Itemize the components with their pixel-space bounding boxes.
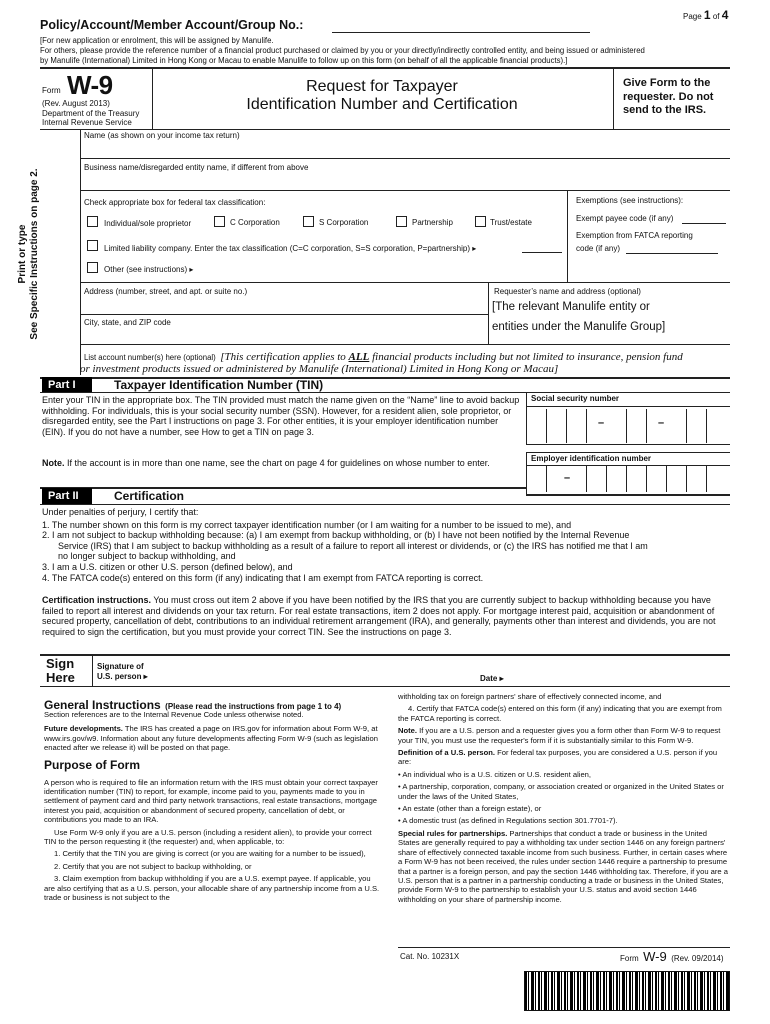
cert-item-2a: 2. I am not subject to backup withholding because: (a) I am exempt from backup withholding, or (b) I have not been notified by the Internal Revenue bbox=[42, 530, 630, 541]
rc-def-label: Definition of a U.S. person. bbox=[398, 748, 496, 758]
requester-label: Requester’s name and address (optional) bbox=[494, 287, 641, 296]
ssn-input[interactable] bbox=[526, 407, 730, 445]
cert-item-3: 3. I am a U.S. citizen or other U.S. person (defined below), and bbox=[42, 561, 293, 572]
sign-label: Sign bbox=[46, 656, 75, 671]
list-account-value-3: or investment products issued or administered by Manulife (International) Limited in Hong Kong or Macau] bbox=[80, 363, 559, 375]
footer-form-number: W-9 bbox=[643, 949, 667, 964]
policy-note-1: [For new application or enrolment, this will be assigned by Manulife. bbox=[40, 36, 274, 45]
partnership-checkbox[interactable] bbox=[396, 216, 407, 227]
date-label: Date ▸ bbox=[480, 674, 504, 683]
rc-bullet-3: • An estate (other than a foreign estate), or bbox=[398, 804, 542, 814]
trust-estate-checkbox[interactable] bbox=[475, 216, 486, 227]
fd-label: Future developments. bbox=[44, 724, 123, 734]
certification-list bbox=[42, 507, 732, 583]
cert-item-2b: Service (IRS) that I am subject to backup withholding as a result of a failure to report all interest or dividends, or (c) the IRS has notified me that I am bbox=[58, 540, 648, 551]
give-form-line-3: send to the IRS. bbox=[623, 104, 707, 116]
rc-p2: 4. Certify that FATCA code(s) entered on this form (if any) indicating that you are exempt from the FATCA reporting is correct. bbox=[398, 704, 722, 723]
other-label: Other (see instructions) ▸ bbox=[104, 265, 194, 274]
c-corporation-checkbox[interactable] bbox=[214, 216, 225, 227]
list-account-value-1: [This certification applies to bbox=[220, 351, 349, 363]
llc-label: Limited liability company. Enter the tax classification (C=C corporation, S=S corporation, P=partnership) ▸ bbox=[104, 244, 477, 253]
side-see-instructions: See Specific Instructions on page 2. bbox=[29, 168, 40, 340]
side-instructions bbox=[17, 144, 41, 364]
individual-checkbox[interactable] bbox=[87, 216, 98, 227]
list-account-label: List account number(s) here (optional) bbox=[84, 353, 216, 362]
exemptions-label: Exemptions (see instructions): bbox=[576, 196, 684, 205]
business-name-label: Business name/disregarded entity name, if different from above bbox=[84, 163, 309, 172]
requester-value-2: entities under the Manulife Group] bbox=[492, 321, 666, 333]
ssn-dash-2: – bbox=[658, 417, 665, 429]
right-column bbox=[398, 692, 730, 907]
pof-p5: 3. Claim exemption from backup withholding if you are a U.S. exempt payee. If applicable, you are also certifying that as a U.S. person, your allocable share of any partnership income from a U.S. trade or business is not subject to the bbox=[44, 874, 380, 903]
future-developments bbox=[44, 724, 380, 752]
fatca-label-2: code (if any) bbox=[576, 244, 621, 253]
cert-intro: Under penalties of perjury, I certify that: bbox=[42, 507, 199, 517]
date-field[interactable] bbox=[515, 664, 725, 684]
page-total: 4 bbox=[721, 8, 729, 22]
individual-label: Individual/sole proprietor bbox=[104, 219, 192, 228]
gi-title: General Instructions bbox=[44, 698, 161, 712]
rc-def-text: For federal tax purposes, you are considered a U.S. person if you are: bbox=[398, 748, 718, 767]
rc-sr-label: Special rules for partnerships. bbox=[398, 828, 508, 838]
name-input[interactable] bbox=[82, 142, 728, 156]
policy-note-2: For others, please provide the reference number of a financial product purchased or claimed by you or your directly/indirectly controlled entity, and being issued or administered bbox=[40, 46, 645, 55]
here-label: Here bbox=[46, 670, 75, 685]
cert-item-1: 1. The number shown on this form is my correct taxpayer identification number (or I am waiting for a number to be issued to me), and bbox=[42, 519, 572, 530]
rc-note-text: If you are a U.S. person and a requester gives you a form other than Form W-9 to request your TIN, you must use the requester's form if it is substantially similar to this Form W-9. bbox=[398, 726, 721, 745]
cert-instructions-text: You must cross out item 2 above if you have been notified by the IRS that you are currently subject to backup withholding because you have failed to report all interest and dividends on your tax return. For real estate transactions, item 2 does not apply. For mortgage interest paid, acquisition or abandonment of secured property, cancellation of debt, contributions to an individual retirement arrangement (IRA), and generally, payments other than interest and dividends, you are not required to sign the certification, but you must provide your correct TIN. See the instructions on page 3. bbox=[42, 595, 716, 637]
left-column bbox=[44, 710, 380, 906]
part-1-note-text: If the account is in more than one name, see the chart on page 4 for guidelines on whose number to enter. bbox=[64, 458, 490, 468]
signature-label-2: U.S. person ▸ bbox=[97, 672, 148, 681]
c-corporation-label: C Corporation bbox=[230, 218, 280, 227]
list-account bbox=[84, 349, 730, 364]
side-print-or-type: Print or type bbox=[17, 224, 28, 284]
give-form-line-1: Give Form to the bbox=[623, 77, 711, 89]
footer-form-label: Form bbox=[620, 954, 639, 963]
give-form-line-2: requester. Do not bbox=[623, 90, 714, 103]
fatca-code-input[interactable] bbox=[626, 246, 718, 254]
exempt-payee-input[interactable] bbox=[682, 216, 726, 224]
city-label: City, state, and ZIP code bbox=[84, 318, 171, 327]
rc-definition bbox=[398, 748, 730, 767]
ein-label: Employer identification number bbox=[531, 454, 652, 463]
fatca-label-1: Exemption from FATCA reporting bbox=[576, 231, 693, 240]
rc-bullet-1: • An individual who is a U.S. citizen or U.S. resident alien, bbox=[398, 769, 592, 779]
part-2-title: Certification bbox=[114, 489, 185, 503]
ssn-dash-1: – bbox=[598, 417, 605, 429]
part-1-text: Enter your TIN in the appropriate box. The TIN provided must match the name given on the “Name” line to avoid backup withholding. For individuals, this is your social security number (SSN). However, for a resident alien, sole proprietor, or disregarded entity, see the Part I instructions on page 3. For other entities, it is your employer identification number (EIN). If you do not have a number, see How to get a TIN on page 3. bbox=[42, 395, 520, 437]
rc-special-rules bbox=[398, 829, 730, 904]
page-number: 1 bbox=[703, 8, 711, 22]
gi-note: (Please read the instructions from page 1 to 4) bbox=[165, 702, 342, 711]
exempt-payee-label: Exempt payee code (if any) bbox=[576, 214, 674, 223]
requester-value-1: [The relevant Manulife entity or bbox=[492, 301, 650, 313]
page-of: of bbox=[712, 12, 720, 21]
cert-item-2c: no longer subject to backup withholding, and bbox=[58, 551, 236, 562]
page-label: Page bbox=[683, 12, 702, 21]
part-2-tag: Part II bbox=[42, 488, 92, 504]
part-1-tag: Part I bbox=[42, 377, 92, 393]
form-irs: Internal Revenue Service bbox=[42, 118, 132, 127]
ein-input[interactable] bbox=[526, 466, 730, 494]
pof-p1: A person who is required to file an information return with the IRS must obtain your correct taxpayer identification number (TIN) to report, for example, income paid to you, payments made to you in settlement of payment card and third party network transactions, real estate transactions, mortgage interest you paid, acquisition or abandonment of secured property, cancellation of debt, or contributions you made to an IRA. bbox=[44, 777, 378, 825]
classification-label: Check appropriate box for federal tax classification: bbox=[84, 198, 266, 207]
llc-checkbox[interactable] bbox=[87, 240, 98, 251]
policy-note-3: by Manulife (International) Limited in Hong Kong or Macau to enable Manulife to follow up on this form (on behalf of all the applicable financial products).] bbox=[40, 56, 568, 65]
page-indicator bbox=[683, 8, 728, 22]
cert-instructions-label: Certification instructions. bbox=[42, 595, 152, 605]
give-form-note bbox=[623, 77, 713, 118]
s-corporation-label: S Corporation bbox=[319, 218, 369, 227]
gi-text: Section references are to the Internal Revenue Code unless otherwise noted. bbox=[44, 710, 304, 719]
form-dept: Department of the Treasury bbox=[42, 109, 140, 118]
list-account-value-2: financial products including but not limited to insurance, pension fund bbox=[369, 351, 683, 363]
fd-text: The IRS has created a page on IRS.gov for information about Form W-9, at www.irs.gov/w9. Information about any future developments affecting Form W-9 (such as legislation enacted after we release it) will be posted on that page. bbox=[44, 724, 379, 753]
form-title-1: Request for Taxpayer bbox=[306, 78, 458, 95]
other-checkbox[interactable] bbox=[87, 262, 98, 273]
rc-bullet-2: • A partnership, corporation, company, or association created or organized in the United States or under the laws of the United States, bbox=[398, 782, 724, 801]
part-1-title: Taxpayer Identification Number (TIN) bbox=[114, 378, 324, 392]
form-rev: (Rev. August 2013) bbox=[42, 99, 110, 108]
rc-sr-text: Partnerships that conduct a trade or business in the United States are generally required to pay a withholding tax under section 1446 on any foreign partners' share of effectively connected taxable income from such business. Further, in certain cases where a Form W-9 has not been received, the rules under section 1446 require a partnership to presume that a partner is a foreign person, and pay the section 1446 withholding tax. Therefore, if you are a U.S. person that is a partner in a partnership conducting a trade or business in the United States, provide Form W-9 to the partnership to establish your U.S. status and avoid section 1446 withholding on your share of partnership income. bbox=[398, 828, 728, 904]
purpose-of-form-title: Purpose of Form bbox=[44, 757, 141, 772]
policy-title: Policy/Account/Member Account/Group No.: bbox=[40, 18, 304, 32]
s-corporation-checkbox[interactable] bbox=[303, 216, 314, 227]
form-label: Form bbox=[42, 86, 61, 95]
footer-form bbox=[620, 948, 724, 966]
form-title-2: Identification Number and Certification bbox=[246, 96, 518, 113]
business-name-input[interactable] bbox=[82, 174, 728, 188]
ssn-label: Social security number bbox=[531, 394, 620, 403]
pof-p4: 2. Certify that you are not subject to backup withholding, or bbox=[54, 861, 252, 871]
footer-form-rev: (Rev. 09/2014) bbox=[671, 954, 724, 963]
address-input[interactable] bbox=[82, 298, 486, 312]
llc-classification-input[interactable] bbox=[522, 245, 562, 253]
rc-note bbox=[398, 726, 730, 745]
part-1-note bbox=[42, 458, 522, 469]
trust-estate-label: Trust/estate bbox=[490, 218, 532, 227]
signature-label bbox=[97, 662, 148, 682]
rc-note-label: Note. bbox=[398, 726, 417, 736]
form-number: W-9 bbox=[67, 70, 113, 100]
city-input[interactable] bbox=[82, 329, 486, 343]
sign-here-label bbox=[46, 657, 75, 685]
cat-number: Cat. No. 10231X bbox=[400, 952, 460, 961]
part-1-note-label: Note. bbox=[42, 458, 65, 468]
name-label: Name (as shown on your income tax return) bbox=[84, 131, 240, 140]
rc-p1: withholding tax on foreign partners' share of effectively connected income, and bbox=[398, 692, 662, 701]
pof-p2: Use Form W-9 only if you are a U.S. person (including a resident alien), to provide your correct TIN to the person requesting it (the requester) and, when applicable, to: bbox=[44, 827, 372, 847]
cert-instructions bbox=[42, 595, 730, 637]
signature-field[interactable] bbox=[170, 658, 470, 683]
partnership-label: Partnership bbox=[412, 218, 453, 227]
pof-p3: 1. Certify that the TIN you are giving is correct (or you are waiting for a number to be issued), bbox=[54, 849, 366, 859]
policy-number-field[interactable] bbox=[332, 32, 590, 33]
ein-dash: – bbox=[564, 472, 571, 484]
cert-item-4: 4. The FATCA code(s) entered on this form (if any) indicating that I am exempt from FATCA reporting is correct. bbox=[42, 572, 484, 583]
address-label: Address (number, street, and apt. or suite no.) bbox=[84, 287, 248, 296]
barcode-image bbox=[524, 971, 730, 1011]
list-account-value-all: ALL bbox=[348, 351, 370, 363]
signature-label-1: Signature of bbox=[97, 662, 144, 671]
rc-bullet-4: • A domestic trust (as defined in Regulations section 301.7701-7). bbox=[398, 816, 618, 826]
